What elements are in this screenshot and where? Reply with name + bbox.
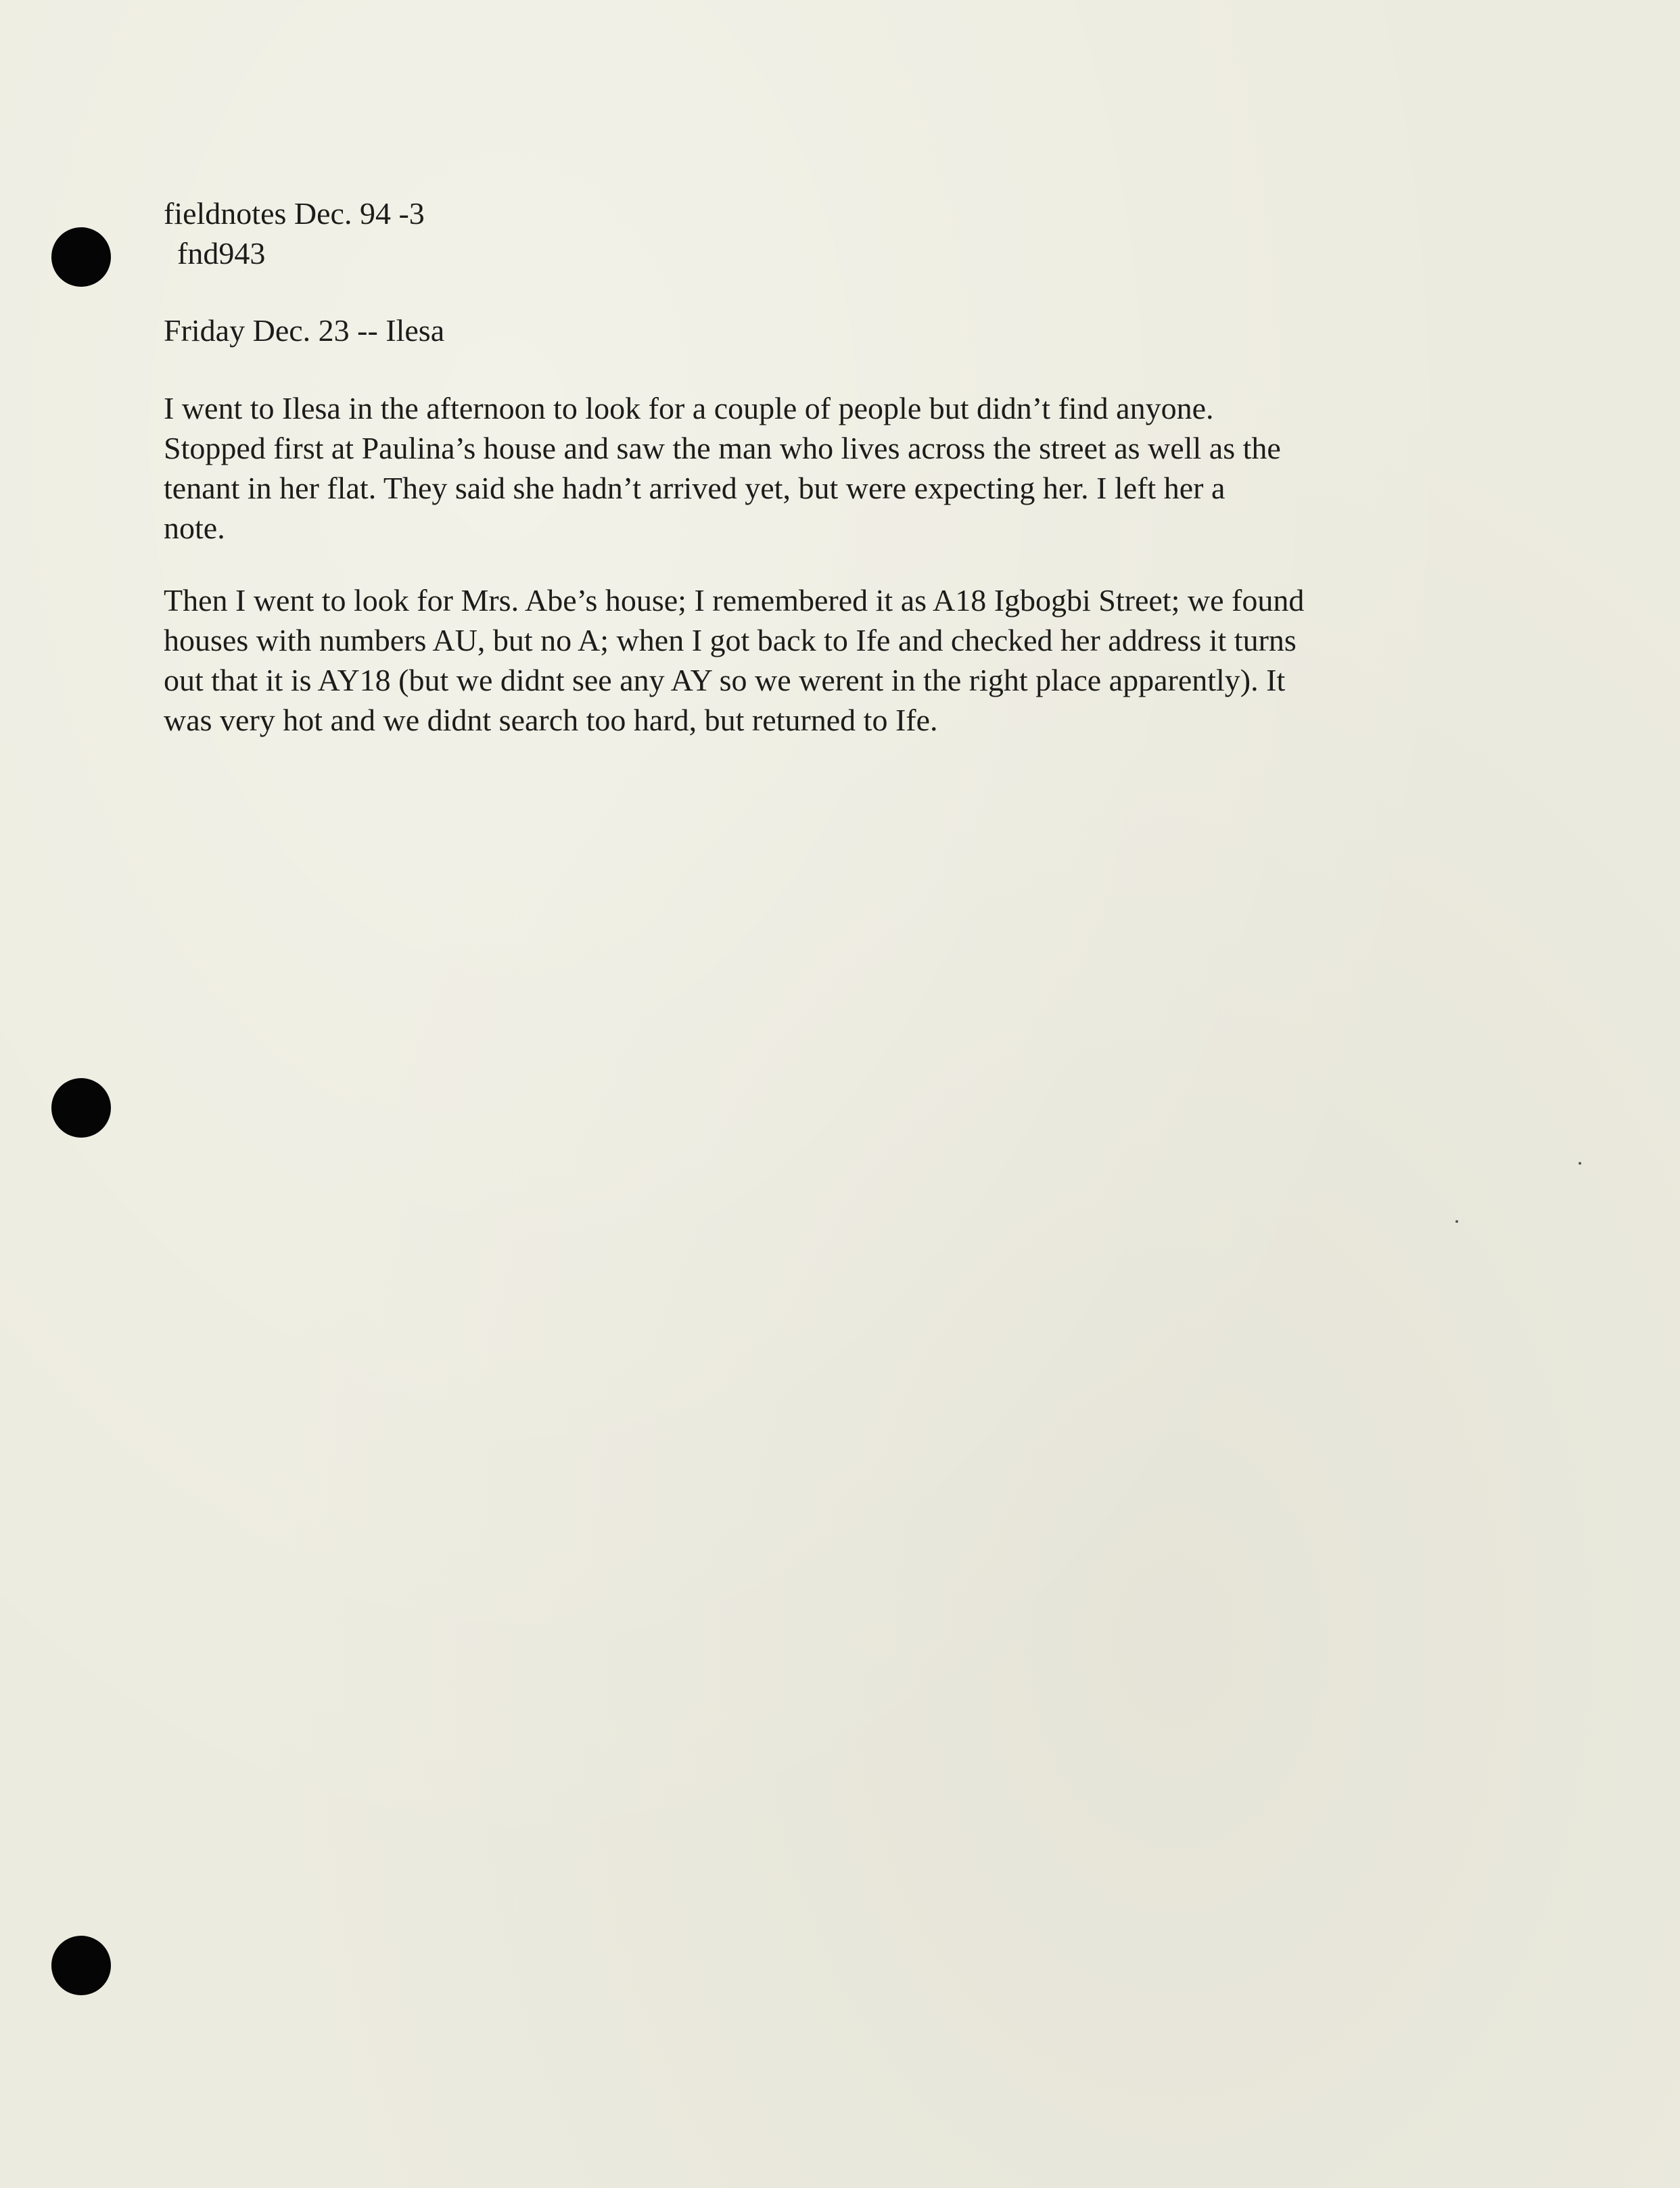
document-title: fieldnotes Dec. 94 -3 xyxy=(164,196,425,231)
date-heading: Friday Dec. 23 -- Ilesa xyxy=(164,313,445,348)
punch-hole-bottom xyxy=(51,1936,111,1995)
paragraph-line: tenant in her flat. They said she hadn’t arrived yet, but were expecting her. I left her a xyxy=(164,471,1226,505)
paragraph-line: I went to Ilesa in the afternoon to look for a couple of people but didn’t find anyone. xyxy=(164,391,1214,425)
paragraph-line: Stopped first at Paulina’s house and saw the man who lives across the street as well as the xyxy=(164,431,1281,465)
paragraph-line: out that it is AY18 (but we didnt see any AY so we werent in the right place apparently). It xyxy=(164,663,1286,697)
paragraph-line: was very hot and we didnt search too hard, but returned to Ife. xyxy=(164,703,938,737)
punch-hole-top xyxy=(51,227,111,287)
paragraph-line: houses with numbers AU, but no A; when I got back to Ife and checked her address it turns xyxy=(164,623,1297,657)
paragraph-1 xyxy=(164,388,1489,548)
file-code: fnd943 xyxy=(177,236,266,271)
paper-speck xyxy=(1455,1220,1458,1223)
punch-hole-middle xyxy=(51,1078,111,1138)
paragraph-line: Then I went to look for Mrs. Abe’s house; I remembered it as A18 Igbogbi Street; we found xyxy=(164,583,1305,618)
paper-speck xyxy=(1579,1162,1581,1165)
paragraph-line: note. xyxy=(164,511,225,545)
paragraph-2 xyxy=(164,580,1489,740)
